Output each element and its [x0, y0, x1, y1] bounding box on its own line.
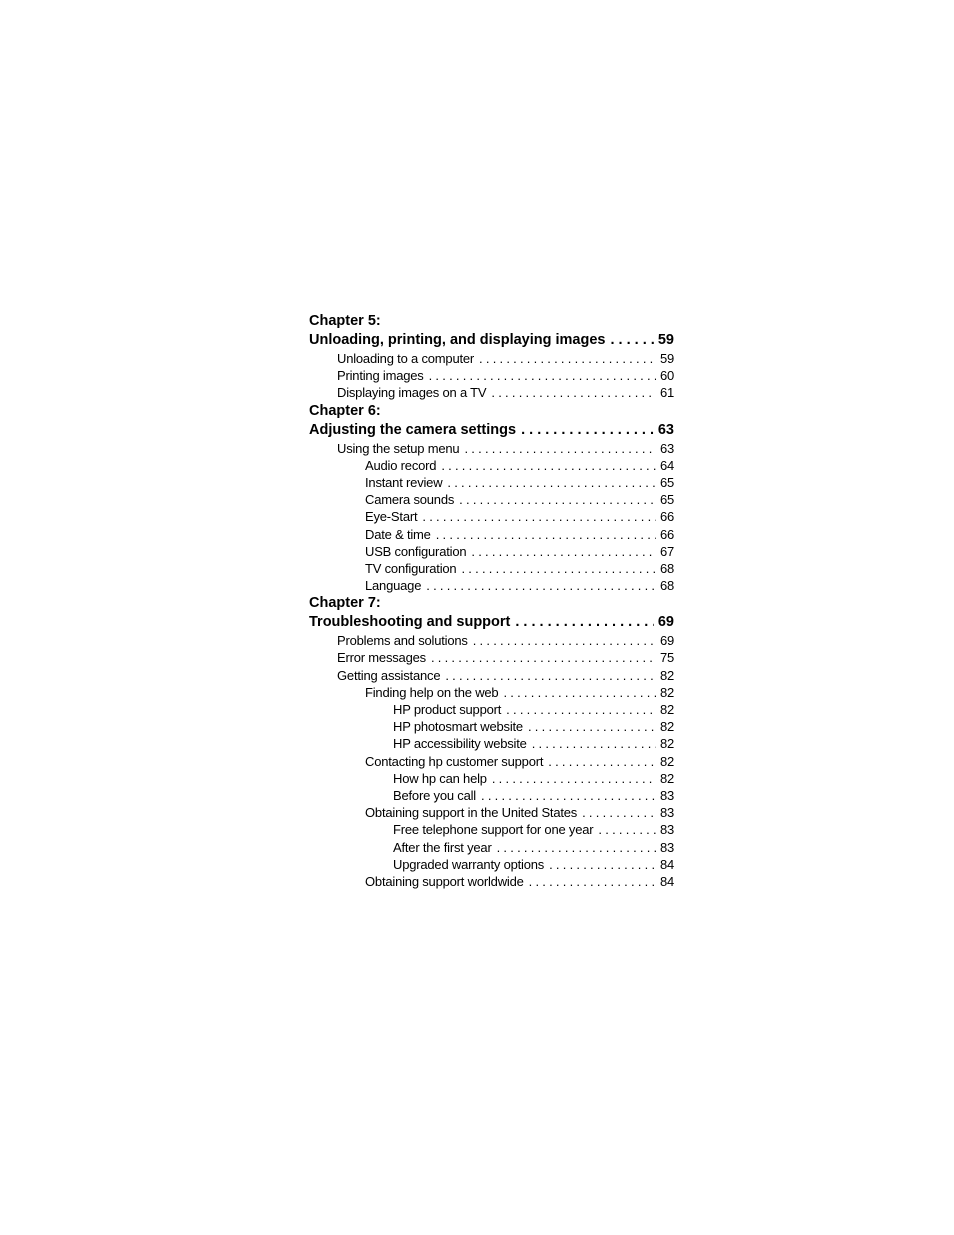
page-number: 82 — [659, 684, 674, 700]
page-number: 69 — [657, 614, 674, 631]
page-number: 82 — [659, 736, 674, 752]
page-number: 66 — [659, 526, 674, 542]
dot-leader — [429, 367, 656, 384]
page-number: 59 — [657, 332, 674, 348]
page-number: 83 — [659, 805, 674, 821]
toc-entry-title: USB configuration — [365, 543, 467, 559]
toc-entry-title: How hp can help — [393, 770, 487, 786]
toc-entry-title: Printing images — [337, 368, 424, 384]
toc-entry — [309, 508, 674, 525]
toc-entry — [309, 718, 674, 735]
toc-entry — [309, 474, 674, 491]
page-number: 66 — [659, 509, 674, 525]
dot-leader — [506, 701, 656, 718]
dot-leader — [441, 457, 656, 474]
page-number: 69 — [659, 633, 674, 649]
toc-entry-title: Finding help on the web — [365, 684, 499, 700]
page-number: 68 — [659, 578, 674, 594]
page-number: 65 — [659, 492, 674, 508]
dot-leader — [473, 632, 656, 649]
toc-entry — [309, 367, 674, 384]
toc-entry — [309, 543, 674, 560]
toc-entry — [309, 577, 674, 594]
dot-leader — [503, 684, 655, 701]
toc-entry-title: Audio record — [365, 457, 437, 473]
page-number: 63 — [659, 440, 674, 456]
dot-leader — [515, 613, 653, 632]
dot-leader — [479, 350, 656, 367]
toc-entry-title: Contacting hp customer support — [365, 753, 544, 769]
page-number: 82 — [659, 702, 674, 717]
page-number: 82 — [659, 719, 674, 735]
toc-entry-title: Using the setup menu — [337, 440, 460, 456]
toc-entry — [309, 649, 674, 666]
dot-leader — [471, 543, 656, 560]
toc-entry-title: Instant review — [365, 474, 443, 490]
toc-entry-title: Eye-Start — [365, 509, 418, 525]
dot-leader — [431, 649, 656, 666]
page-number: 68 — [659, 560, 674, 576]
page-number: 61 — [659, 385, 674, 401]
page-number: 60 — [659, 368, 674, 384]
chapter-title-row — [309, 613, 674, 632]
dot-leader — [459, 491, 656, 508]
toc-entry — [309, 856, 674, 873]
dot-leader — [521, 421, 654, 440]
page-number: 82 — [659, 753, 674, 769]
toc-entry — [309, 770, 674, 787]
dot-leader — [549, 856, 656, 873]
toc-entry — [309, 457, 674, 474]
chapter-title-row — [309, 421, 674, 440]
toc-entry-title: Before you call — [393, 787, 476, 803]
page-number: 82 — [659, 667, 674, 683]
dot-leader — [497, 839, 656, 856]
toc-entry-title: After the first year — [393, 839, 492, 855]
toc-entry — [309, 787, 674, 804]
toc-entry-title: HP accessibility website — [393, 736, 527, 752]
dot-leader — [436, 526, 656, 543]
page-number: 83 — [659, 787, 674, 803]
page-number: 84 — [659, 873, 674, 889]
chapter-title: Unloading, printing, and displaying images — [309, 332, 606, 348]
toc-entry-title: HP photosmart website — [393, 719, 523, 735]
chapter-title-row — [309, 331, 674, 350]
toc-entry-title: Camera sounds — [365, 492, 455, 508]
toc-entry — [309, 491, 674, 508]
toc-entry — [309, 684, 674, 701]
toc-entry — [309, 384, 674, 401]
toc-entry — [309, 440, 674, 457]
dot-leader — [445, 667, 656, 684]
toc-entry-title: Upgraded warranty options — [393, 856, 545, 872]
dot-leader — [528, 718, 656, 735]
page-number: 67 — [659, 543, 674, 559]
table-of-contents — [309, 312, 674, 890]
chapter-title: Troubleshooting and support — [309, 614, 511, 631]
page-number: 83 — [659, 822, 674, 838]
toc-entry — [309, 753, 674, 770]
toc-entry — [309, 735, 674, 752]
page-number: 83 — [659, 839, 674, 855]
dot-leader — [529, 873, 656, 890]
toc-entry-title: Error messages — [337, 650, 426, 666]
dot-leader — [582, 804, 656, 821]
toc-entry — [309, 821, 674, 838]
page-number: 82 — [659, 770, 674, 786]
dot-leader — [491, 384, 656, 401]
dot-leader — [598, 821, 656, 838]
dot-leader — [447, 474, 656, 491]
dot-leader — [461, 560, 655, 577]
toc-entry — [309, 873, 674, 890]
dot-leader — [464, 440, 655, 457]
toc-entry-title: TV configuration — [365, 560, 457, 576]
toc-entry — [309, 804, 674, 821]
toc-entry — [309, 526, 674, 543]
page-number: 84 — [659, 856, 674, 872]
toc-entry-title: Obtaining support worldwide — [365, 873, 524, 889]
toc-entry-title: Obtaining support in the United States — [365, 805, 578, 821]
page-number: 64 — [659, 457, 674, 473]
chapter-label: Chapter 6: — [309, 402, 381, 419]
page-number: 63 — [657, 421, 674, 438]
toc-entry — [309, 350, 674, 367]
toc-entry — [309, 839, 674, 856]
toc-entry-title: Getting assistance — [337, 667, 441, 683]
toc-entry-title: Unloading to a computer — [337, 351, 475, 366]
toc-entry — [309, 667, 674, 684]
page-number: 65 — [659, 474, 674, 490]
dot-leader — [532, 735, 656, 752]
page-number: 75 — [659, 650, 674, 666]
dot-leader — [426, 577, 656, 594]
toc-entry-title: Displaying images on a TV — [337, 385, 487, 401]
toc-entry — [309, 632, 674, 649]
dot-leader — [481, 787, 656, 804]
toc-entry-title: Problems and solutions — [337, 633, 468, 649]
chapter-label: Chapter 5: — [309, 313, 381, 329]
toc-entry — [309, 701, 674, 718]
chapter-label: Chapter 7: — [309, 595, 381, 612]
dot-leader — [548, 753, 656, 770]
dot-leader — [492, 770, 656, 787]
toc-entry-title: HP product support — [393, 702, 502, 717]
page-number: 59 — [659, 351, 674, 366]
toc-entry-title: Language — [365, 578, 422, 594]
toc-entry — [309, 560, 674, 577]
chapter-title: Adjusting the camera settings — [309, 421, 517, 438]
toc-entry-title: Date & time — [365, 526, 431, 542]
dot-leader — [422, 508, 656, 525]
dot-leader — [610, 331, 653, 350]
toc-entry-title: Free telephone support for one year — [393, 822, 594, 838]
